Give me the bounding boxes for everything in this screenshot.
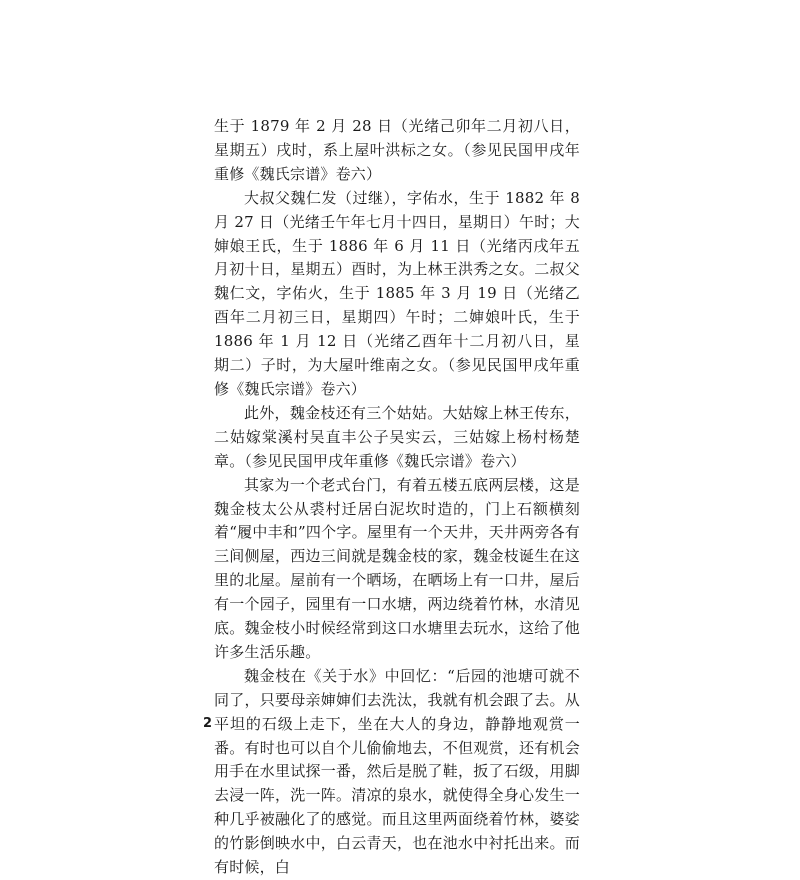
- paragraph-continued: 生于 1879 年 2 月 28 日（光绪己卯年二月初八日，星期五）戌时，系上屋叶洪标之女。（参见民国甲戌年重修《魏氏宗谱》卷六）: [214, 117, 580, 183]
- paragraph-aunts: 此外，魏金枝还有三个姑姑。大姑嫁上林王传东，二姑嫁棠溪村吴直丰公子吴实云，三姑嫁上杨村杨楚章。（参见民国甲戌年重修《魏氏宗谱》卷六）: [214, 403, 580, 470]
- paragraph-uncles: 大叔父魏仁发（过继），字佑水，生于 1882 年 8 月 27 日（光绪壬午年七月十四日，星期日）午时；大婶娘王氏，生于 1886 年 6 月 11 日（光绪丙戌年五月初十日，星期五）酉时，为上林王洪秀之女。二叔父魏仁文，字佑火，生于 1885 年 3 月 19 日（光绪乙酉年二月初三日，星期四）午时；二婶娘叶氏，生于 1886 年 1 月 12 日（光绪乙酉年十二月初八日，星期二）子时，为大屋叶维南之女。（参见民国甲戌年重修《魏氏宗谱》卷六）: [214, 188, 580, 398]
- page-number: 2: [203, 716, 213, 731]
- body-text: [214, 115, 580, 880]
- paragraph-house: 其家为一个老式台门，有着五楼五底两层楼，这是魏金枝太公从裘村迁居白泥坎时造的，门上石额横刻着“履中丰和”四个字。屋里有一个天井，天井两旁各有三间侧屋，西边三间就是魏金枝的家，魏金枝诞生在这里的北屋。屋前有一个晒场，在晒场上有一口井，屋后有一个园子，园里有一口水塘，两边绕着竹林，水清见底。魏金枝小时候经常到这口水塘里去玩水，这给了他许多生活乐趣。: [214, 475, 580, 661]
- paragraph-memoir: 魏金枝在《关于水》中回忆：“后园的池塘可就不同了，只要母亲婶婶们去洗汰，我就有机会跟了去。从平坦的石级上走下，坐在大人的身边，静静地观赏一番。有时也可以自个儿偷偷地去，不但观赏，还有机会用手在水里试探一番，然后是脱了鞋，扳了石级，用脚去浸一阵，洗一阵。清凉的泉水，就使得全身心发生一种几乎被融化了的感觉。而且这里两面绕着竹林，婆娑的竹影倒映水中，白云青天，也在池水中衬托出来。而有时候，白: [214, 666, 580, 877]
